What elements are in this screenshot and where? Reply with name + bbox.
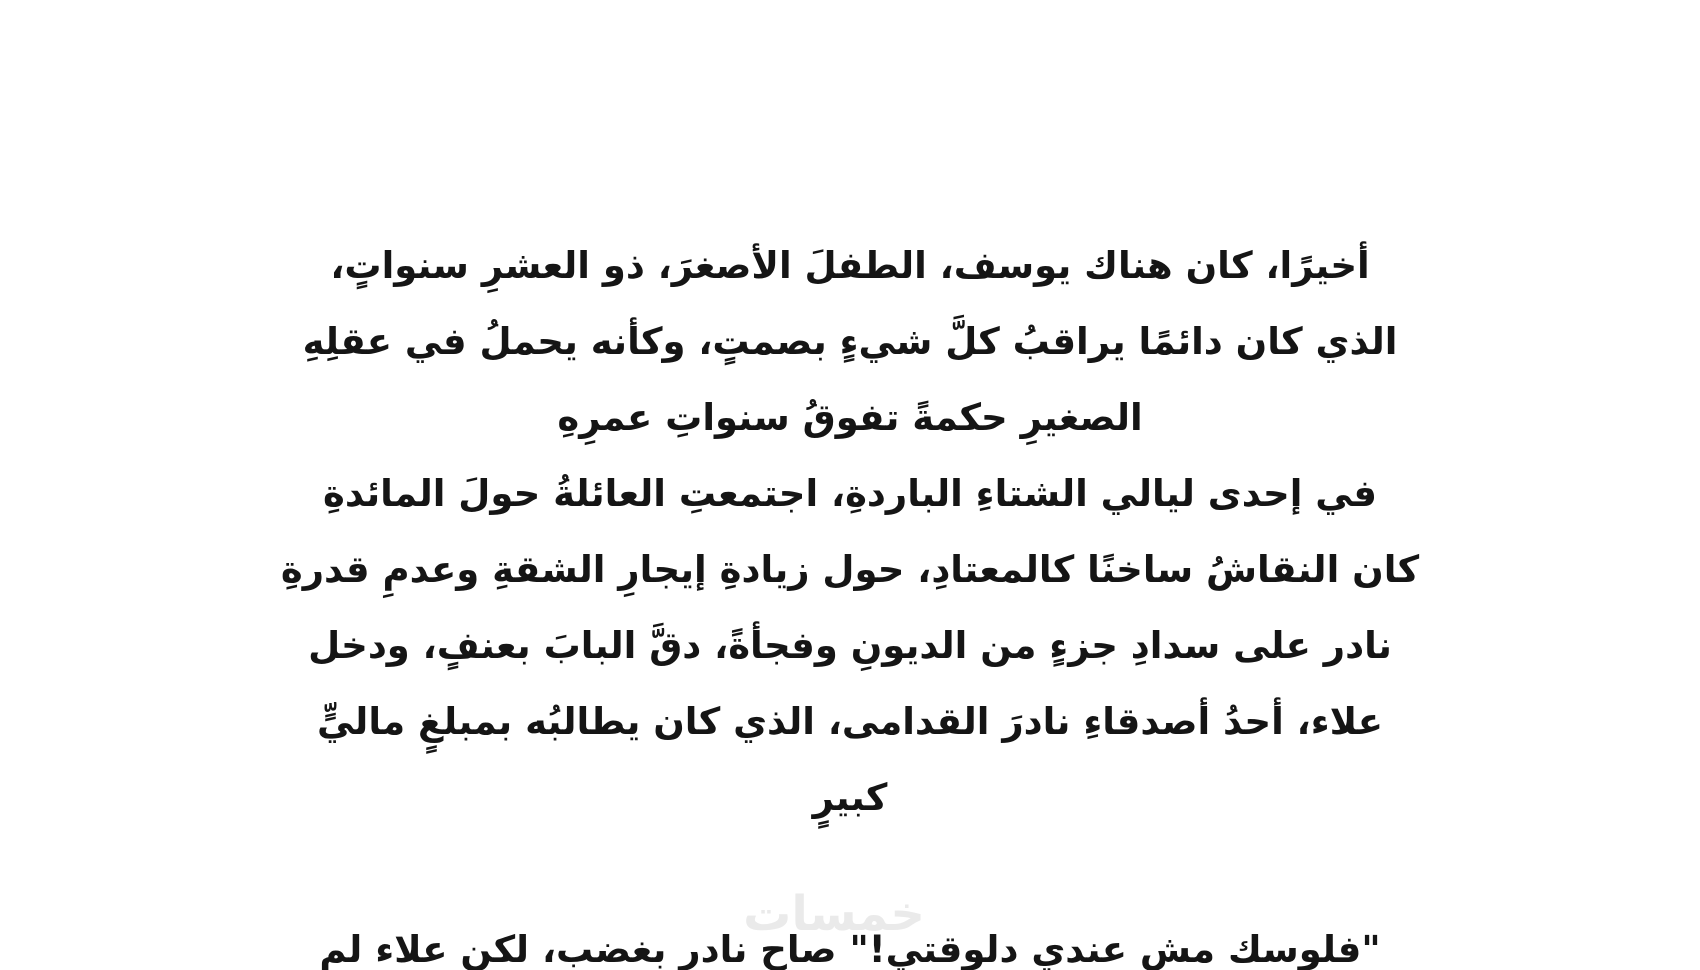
paragraph-line: أخيرًا، كان هناك يوسف، الطفلَ الأصغرَ، ذو العشرِ سنواتٍ، [330, 244, 1370, 287]
paragraph-line: "فلوسك مش عندي دلوقتي!" صاح نادر بغضب، لكن علاء لم [319, 928, 1381, 970]
watermark: خمسات [743, 886, 925, 942]
paragraph-line: كان النقاشُ ساخنًا كالمعتادِ، حول زيادةِ إيجارِ الشقةِ وعدمِ قدرةِ [280, 548, 1420, 591]
paragraph-3 [180, 912, 1520, 970]
paragraph-line: الصغيرِ حكمةً تفوقُ سنواتِ عمرِهِ [557, 396, 1143, 439]
paragraph-line: في إحدى ليالي الشتاءِ الباردةِ، اجتمعتِ العائلةُ حولَ المائدةِ [323, 472, 1377, 515]
paragraph-2 [180, 456, 1520, 836]
paragraph-line: كبيرٍ [812, 776, 888, 819]
paragraph-line: نادر على سدادِ جزءٍ من الديونِ وفجأةً، دقَّ البابَ بعنفٍ، ودخل [308, 624, 1392, 667]
paragraph-line: علاء، أحدُ أصدقاءِ نادرَ القدامى، الذي كان يطالبُه بمبلغٍ ماليٍّ [317, 700, 1383, 743]
paragraph-line: الذي كان دائمًا يراقبُ كلَّ شيءٍ بصمتٍ، وكأنه يحملُ في عقلِهِ [302, 320, 1398, 363]
paragraph-1 [180, 228, 1520, 456]
